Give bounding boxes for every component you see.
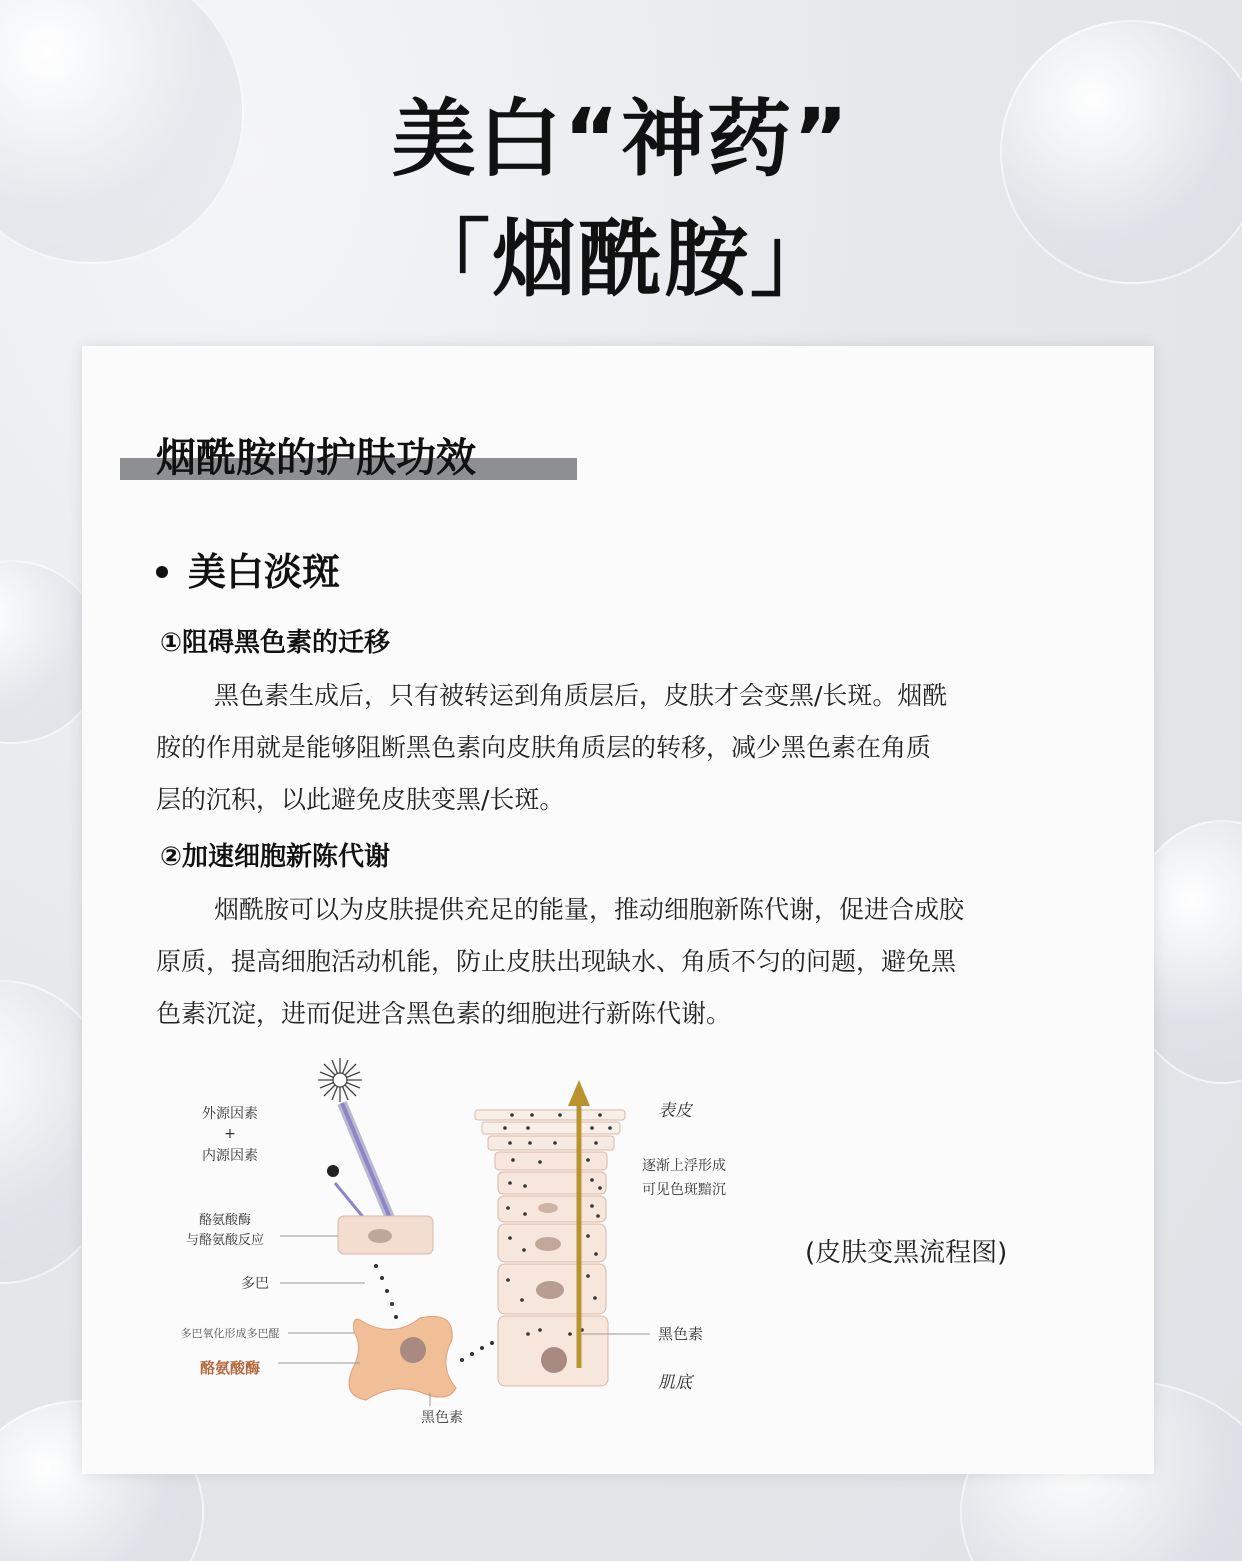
subsection-title-text: 美白淡斑	[188, 550, 341, 594]
point-1-heading: ①阻碍黑色素的迁移	[160, 628, 391, 658]
diagram-caption: (皮肤变黑流程图)	[805, 1238, 1008, 1268]
label-enzyme-reaction-2: 与酪氨酸反应	[185, 1233, 265, 1248]
point-2-heading: ②加速细胞新陈代谢	[160, 842, 391, 872]
uv-arrows-icon	[335, 1103, 398, 1234]
black-dot-icon	[327, 1165, 339, 1177]
label-tyrosinase: 酪氨酸酶	[199, 1359, 261, 1377]
label-dermis: 肌底	[658, 1373, 692, 1393]
label-epidermis: 表皮	[658, 1101, 692, 1121]
label-enzyme-reaction-1: 酪氨酸酶	[198, 1213, 252, 1228]
bullet-dot	[156, 566, 168, 578]
sun-icon	[318, 1058, 362, 1102]
subsection-title	[156, 541, 340, 596]
cell-nucleus	[538, 1203, 558, 1213]
label-internal-factors: 内源因素	[202, 1148, 258, 1164]
main-title-line1: 美白“神药”	[391, 90, 851, 188]
melanin-transfer-dots	[460, 1341, 494, 1362]
paragraph-line: 原质，提高细胞活动机能，防止皮肤出现缺水、角质不匀的问题，避免黑	[156, 947, 957, 976]
point-2-paragraph	[156, 884, 1076, 1040]
section-title: 烟酰胺的护肤功效	[156, 435, 476, 481]
paragraph-line: 烟酰胺可以为皮肤提供充足的能量，推动细胞新陈代谢，促进合成胶	[214, 895, 965, 924]
point-1-paragraph	[156, 670, 1076, 826]
paragraph-line: 黑色素生成后，只有被转运到角质层后，皮肤才会变黑/长斑。烟酰	[214, 681, 948, 710]
melanocyte-cell	[349, 1316, 456, 1400]
skin-darkening-diagram	[130, 1048, 770, 1448]
dopa-particles	[374, 1264, 398, 1319]
cell-nucleus	[535, 1237, 561, 1251]
paragraph-line: 胺的作用就是能够阻断黑色素向皮肤角质层的转移，减少黑色素在角质	[156, 733, 932, 762]
cell-nucleus	[536, 1281, 564, 1299]
label-melanin-bottom: 黑色素	[421, 1410, 463, 1426]
paragraph-line: 色素沉淀，进而促进含黑色素的细胞进行新陈代谢。	[156, 999, 732, 1028]
paragraph-line: 层的沉积，以此避免皮肤变黑/长斑。	[156, 785, 565, 814]
label-dopa: 多巴	[241, 1276, 269, 1292]
main-title-line2: 「烟酰胺」	[405, 210, 836, 308]
label-plus: +	[224, 1126, 236, 1142]
label-rise-2: 可见色斑黯沉	[642, 1182, 726, 1198]
cell-nucleus	[368, 1229, 392, 1243]
basal-cell-nucleus	[541, 1347, 567, 1373]
label-dopaquinone: 多巴氧化形成多巴醌	[180, 1327, 280, 1340]
label-melanin-right: 黑色素	[658, 1325, 704, 1343]
melanocyte-nucleus	[400, 1337, 426, 1363]
label-rise-1: 逐渐上浮形成	[642, 1158, 726, 1174]
label-external-factors: 外源因素	[202, 1106, 258, 1122]
